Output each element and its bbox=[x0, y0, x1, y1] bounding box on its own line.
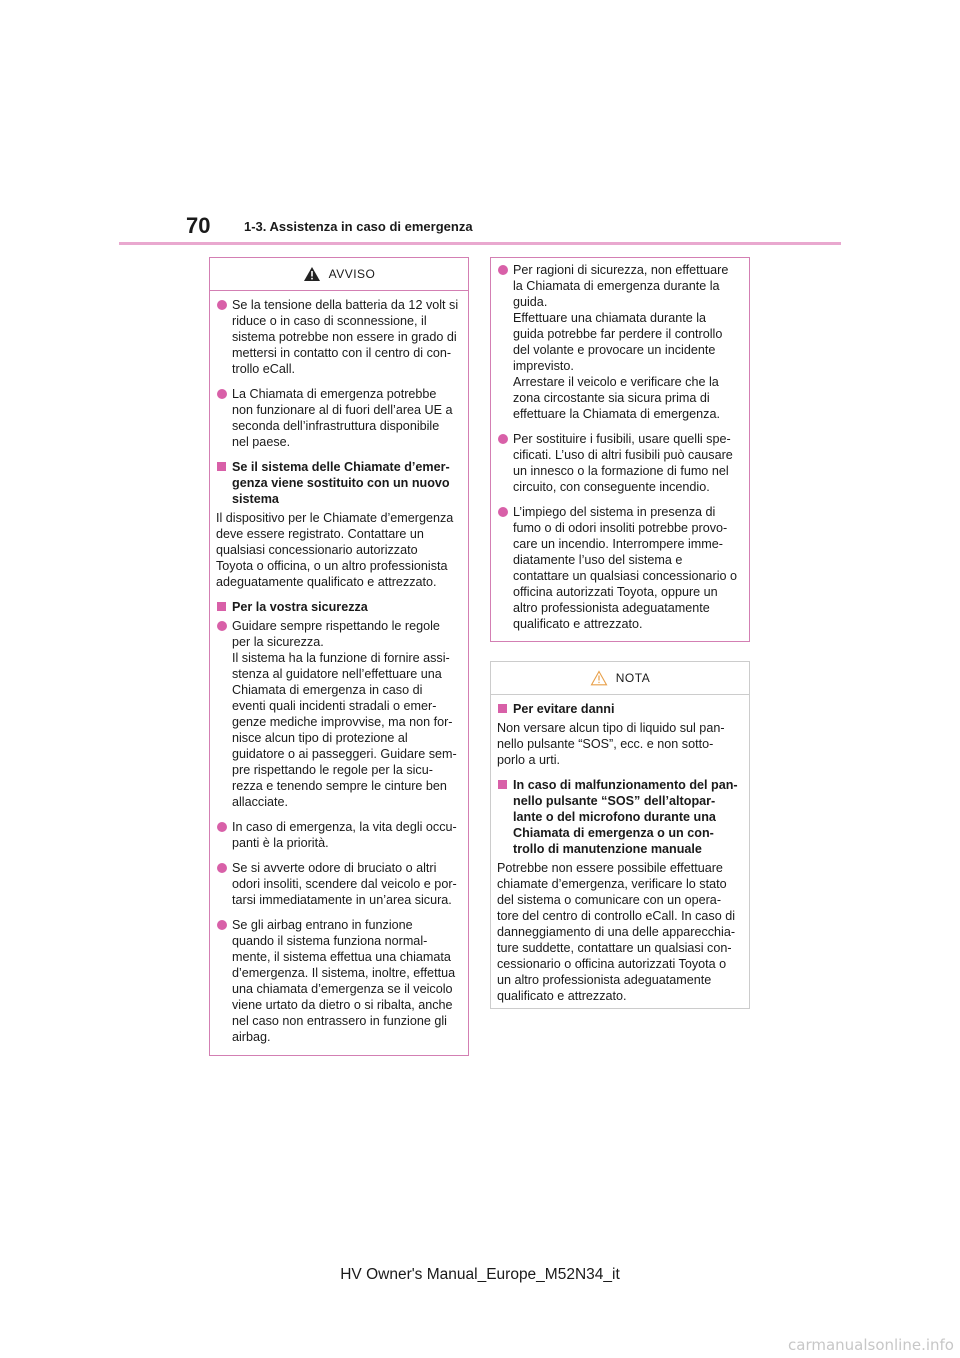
nota-box bbox=[490, 661, 750, 1009]
bullet-item: Se si avverte odore di bruciato o altri odori insoliti, scendere dal veicolo e por- tarsi immediatamente in un’area sicura. bbox=[216, 860, 459, 908]
bullet-item: Guidare sempre rispettando le regole per la sicurezza. Il sistema ha la funzione di fornire assi- stenza al guidatore nell’effettuare una Chiamata di emergenza in caso di eventi quali incidenti stradali o emer- genze mediche improvvise, ma non for- nisce alcun tipo di protezione al guidatore o ai passeggeri. Guidare sem- pre rispettando le regole per la sicu- rezza e tenendo sempre le cinture ben allacciate. bbox=[216, 618, 459, 810]
bullet-item: Se la tensione della batteria da 12 volt si riduce o in caso di sconnessione, il sistema potrebbe non essere in grado di mettersi in contatto con il centro di con- trollo eCall. bbox=[216, 297, 459, 377]
bullet-item: In caso di emergenza, la vita degli occu- panti è la priorità. bbox=[216, 819, 459, 851]
subheading: Per evitare danni bbox=[497, 701, 740, 717]
avviso-box bbox=[209, 257, 469, 1056]
nota-header bbox=[491, 662, 749, 695]
paragraph: Il dispositivo per le Chiamate d’emergenza deve essere registrato. Contattare un qualsiasi concessionario autorizzato Toyota o officina, o un altro professionista adeguatamente qualificato e attrezzato. bbox=[216, 511, 454, 589]
avviso-body bbox=[210, 291, 468, 1060]
avviso-title: AVVISO bbox=[328, 267, 376, 281]
page-number: 70 bbox=[186, 213, 211, 238]
paragraph: Non versare alcun tipo di liquido sul pan- nello pulsante “SOS”, ecc. e non sotto- porlo a urti. bbox=[497, 721, 725, 767]
section-title: 1-3. Assistenza in caso di emergenza bbox=[244, 219, 473, 234]
avviso-continued-body bbox=[491, 258, 749, 647]
footer-text: HV Owner's Manual_Europe_M52N34_it bbox=[340, 1266, 620, 1283]
bullet-item: Se gli airbag entrano in funzione quando il sistema funziona normal- mente, il sistema effettua una chiamata d’emergenza. Il sistema, inoltre, effettua una chiamata d’emergenza se il veicolo viene urtato da dietro o si ribalta, anche nel caso non entrassero in funzione gli airbag. bbox=[216, 917, 459, 1045]
warning-icon bbox=[303, 266, 321, 282]
bullet-item: Per ragioni di sicurezza, non effettuare la Chiamata di emergenza durante la guida. Effettuare una chiamata durante la guida potrebbe far perdere il controllo del volante e provocare un incidente imprevisto. Arrestare il veicolo e verificare che la zona circostante sia sicura prima di effettuare la Chiamata di emergenza. bbox=[497, 262, 740, 422]
avviso-header bbox=[210, 258, 468, 291]
subheading: Per la vostra sicurezza bbox=[216, 599, 459, 615]
paragraph: Potrebbe non essere possibile effettuare chiamate d’emergenza, verificare lo stato del sistema o comunicare con un opera- tore del centro di controllo eCall. In caso di danneggiamento di una delle apparecchia- ture suddette, contattare un qualsiasi con- cessionario o officina autorizzati Toyota o un altro professionista adeguatamente qualificato e attrezzato. bbox=[497, 861, 736, 1003]
caution-icon bbox=[590, 670, 608, 686]
header-rule bbox=[119, 242, 841, 245]
nota-title: NOTA bbox=[615, 671, 651, 685]
bullet-item: Per sostituire i fusibili, usare quelli spe- cificati. L’uso di altri fusibili può causare un innesco o la formazione di fumo nel circuito, con conseguente incendio. bbox=[497, 431, 740, 495]
subheading: Se il sistema delle Chiamate d’emer- genza viene sostituito con un nuovo sistema bbox=[216, 459, 459, 507]
bullet-item: L’impiego del sistema in presenza di fumo o di odori insoliti potrebbe provo- care un incendio. Interrompere imme- diatamente l’uso del sistema e contattare un qualsiasi concessionario o officina autorizzati Toyota, oppure un altro professionista adeguatamente qualificato e attrezzato. bbox=[497, 504, 740, 632]
avviso-continued-box bbox=[490, 257, 750, 642]
watermark: carmanualsonline.info bbox=[788, 1336, 954, 1354]
bullet-item: La Chiamata di emergenza potrebbe non funzionare al di fuori dell’area UE a seconda dell’infrastruttura disponibile nel paese. bbox=[216, 386, 459, 450]
subheading: In caso di malfunzionamento del pan- nello pulsante “SOS” dell’altopar- lante o del microfono durante una Chiamata di emergenza o un con- trollo di manutenzione manuale bbox=[497, 777, 740, 857]
nota-body bbox=[491, 695, 749, 1019]
